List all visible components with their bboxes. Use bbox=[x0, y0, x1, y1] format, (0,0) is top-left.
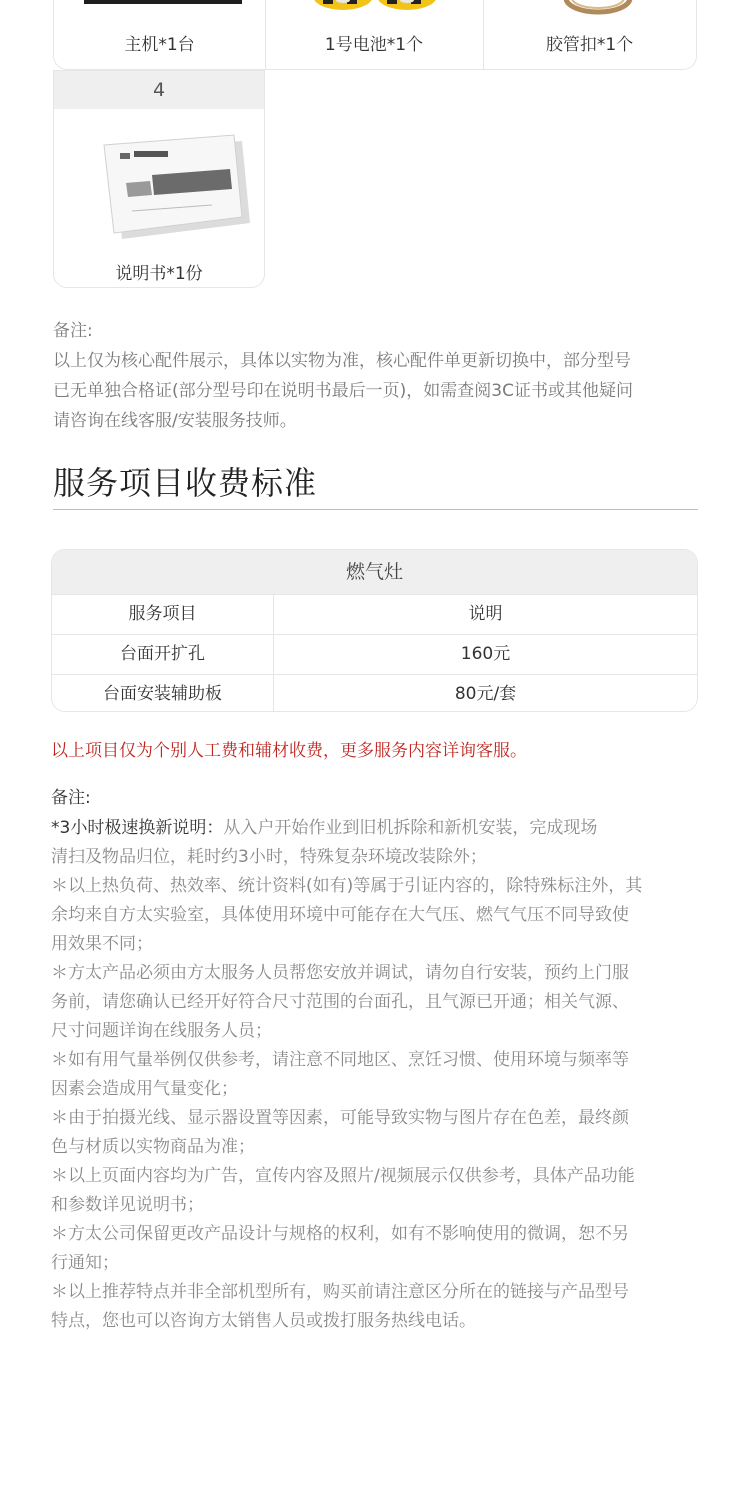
fee-table-header-row bbox=[52, 595, 697, 635]
section-title: 服务项目收费标准 bbox=[53, 464, 318, 502]
table-cell-price: 160元 bbox=[460, 644, 511, 664]
note-text: 尺寸问题详询在线服务人员； bbox=[51, 1021, 272, 1041]
note-text: 用效果不同； bbox=[51, 934, 153, 954]
manual-image bbox=[92, 131, 252, 251]
fee-table-title: 燃气灶 bbox=[52, 550, 697, 595]
note-line: 已无单独合格证(部分型号印在说明书最后一页)，如需查阅3C证书或其他疑问 bbox=[53, 381, 633, 401]
battery-image bbox=[305, 0, 445, 20]
fee-notice: 以上项目仅为个别人工费和辅材收费，更多服务内容详询客服。 bbox=[51, 741, 527, 761]
note-item bbox=[51, 872, 703, 959]
note-text: 务前，请您确认已经开好符合尺寸范围的台面孔，且气源已开通；相关气源、 bbox=[51, 992, 629, 1012]
note-text: ＊方太产品必须由方太服务人员帮您安放并调试，请勿自行安装，预约上门服 bbox=[51, 963, 629, 983]
accessory-label: 说明书*1份 bbox=[115, 264, 203, 284]
note-text: 因素会造成用气量变化； bbox=[51, 1079, 238, 1099]
accessory-grid-row-1 bbox=[53, 0, 697, 70]
accessory-item-host bbox=[54, 0, 266, 70]
notes-section bbox=[51, 784, 703, 1336]
note-heading: 备注: bbox=[53, 321, 93, 341]
accessory-label: 主机*1台 bbox=[124, 35, 195, 55]
note-text: ＊如有用气量举例仅供参考，请注意不同地区、烹饪习惯、使用环境与频率等 bbox=[51, 1050, 629, 1070]
hose-clamp-image bbox=[563, 0, 633, 16]
note-text: 特点，您也可以咨询方太销售人员或拨打服务热线电话。 bbox=[51, 1311, 476, 1331]
note-item bbox=[51, 1046, 703, 1104]
note-text: 余均来自方太实验室，具体使用环境中可能存在大气压、燃气气压不同导致使 bbox=[51, 905, 629, 925]
accessory-item-manual bbox=[53, 70, 265, 288]
accessory-label: 1号电池*1个 bbox=[324, 35, 424, 55]
note-text: 清扫及物品归位，耗时约3小时，特殊复杂环境改装除外； bbox=[51, 847, 487, 867]
table-cell-item: 台面开扩孔 bbox=[52, 635, 274, 674]
column-header-item: 服务项目 bbox=[52, 595, 274, 634]
fee-table bbox=[51, 549, 698, 712]
note-text: 行通知； bbox=[51, 1253, 119, 1273]
note-text: ＊以上页面内容均为广告，宣传内容及照片/视频展示仅供参考，具体产品功能 bbox=[51, 1166, 635, 1186]
note-text: 色与材质以实物商品为准； bbox=[51, 1137, 255, 1157]
note-item bbox=[51, 1278, 703, 1336]
note-lead: *3小时极速换新说明： bbox=[51, 818, 224, 838]
table-row bbox=[52, 635, 697, 675]
note-line: 以上仅为核心配件展示，具体以实物为准，核心配件单更新切换中，部分型号 bbox=[53, 351, 631, 371]
note-item bbox=[51, 1220, 703, 1278]
note-text: 和参数详见说明书； bbox=[51, 1195, 204, 1215]
note-text: 从入户开始作业到旧机拆除和新机安装，完成现场 bbox=[223, 818, 598, 838]
table-row bbox=[52, 675, 697, 712]
table-cell-price: 80元/套 bbox=[454, 684, 517, 704]
note-item-fast-replacement bbox=[51, 814, 703, 872]
accessory-number: 4 bbox=[54, 71, 264, 109]
accessory-item-hose-clamp bbox=[483, 0, 696, 70]
note-text: ＊由于拍摄光线、显示器设置等因素，可能导致实物与图片存在色差，最终颜 bbox=[51, 1108, 629, 1128]
accessory-item-battery bbox=[265, 0, 484, 70]
note-item bbox=[51, 959, 703, 1046]
note-line: 请咨询在线客服/安装服务技师。 bbox=[53, 411, 297, 431]
note-text: ＊以上热负荷、热效率、统计资料(如有)等属于引证内容的，除特殊标注外，其 bbox=[51, 876, 643, 896]
note-item bbox=[51, 1104, 703, 1162]
notes-heading: 备注: bbox=[51, 788, 91, 808]
note-item bbox=[51, 1162, 703, 1220]
accessory-note bbox=[53, 316, 733, 436]
host-unit-image bbox=[84, 0, 242, 4]
column-header-description: 说明 bbox=[468, 604, 503, 624]
note-text: ＊方太公司保留更改产品设计与规格的权利，如有不影响使用的微调，恕不另 bbox=[51, 1224, 629, 1244]
note-text: ＊以上推荐特点并非全部机型所有，购买前请注意区分所在的链接与产品型号 bbox=[51, 1282, 629, 1302]
table-cell-item: 台面安装辅助板 bbox=[52, 675, 274, 712]
section-divider bbox=[53, 509, 698, 510]
accessory-label: 胶管扣*1个 bbox=[545, 35, 634, 55]
